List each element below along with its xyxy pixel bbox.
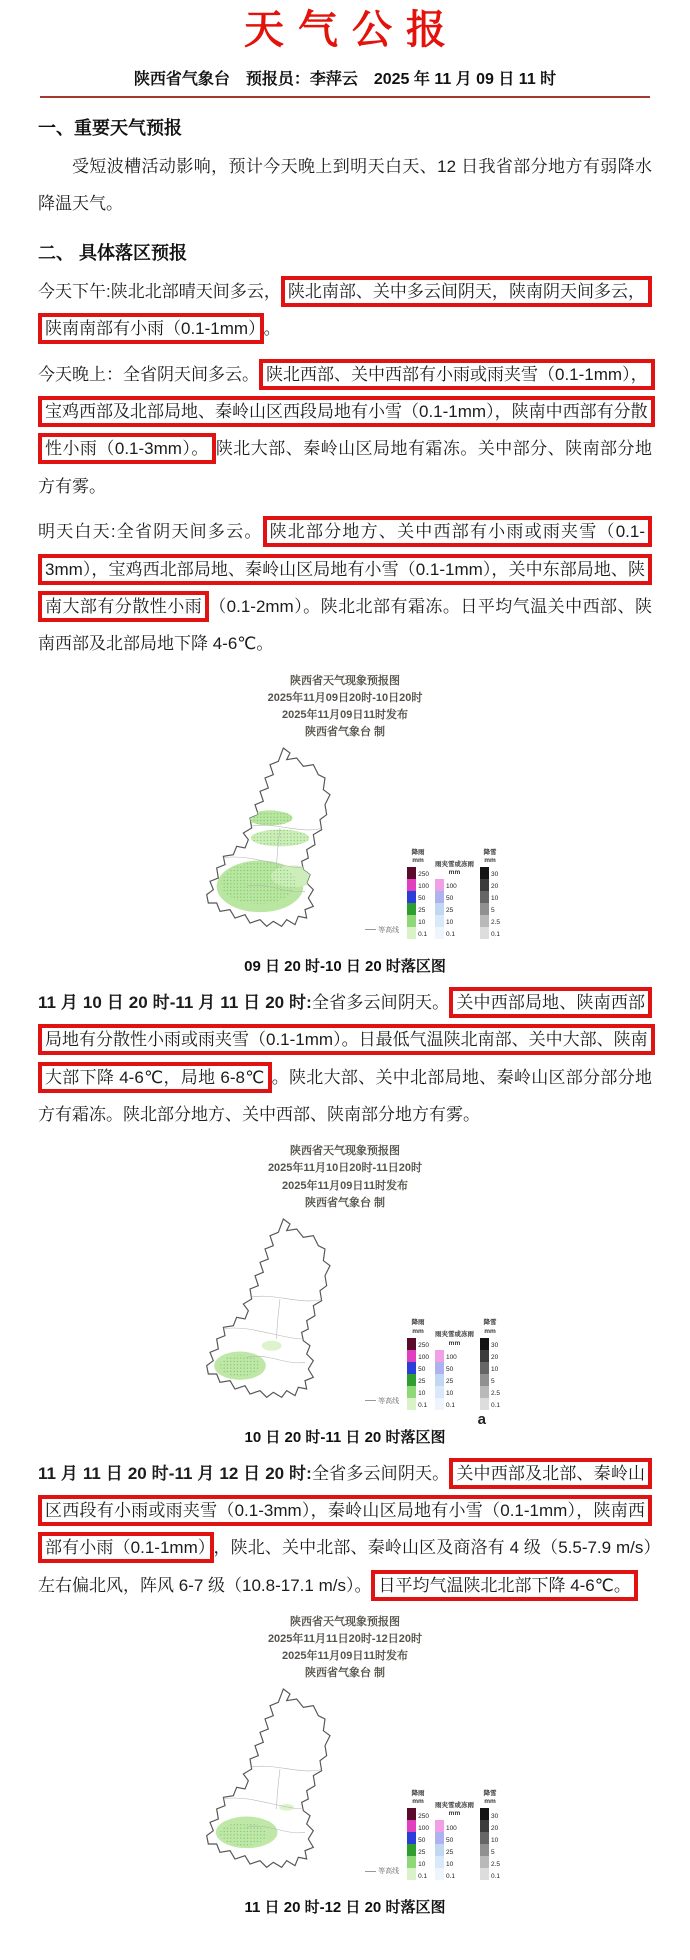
map-legend xyxy=(365,1790,500,1880)
legend-rain-bar-label: 降雨 mm xyxy=(411,1790,425,1806)
contour-line-sample xyxy=(365,1871,376,1872)
map-title: 陕西省天气现象预报图 xyxy=(290,1616,400,1629)
legend-step xyxy=(435,1844,453,1856)
legend-swatch xyxy=(407,1832,416,1844)
legend-step xyxy=(407,891,425,903)
legend-value: 100 xyxy=(418,1824,429,1832)
text-segment: 11 月 10 日 20 时-11 月 11 日 20 时: xyxy=(38,992,312,1012)
legend-value: 250 xyxy=(418,1812,429,1820)
highlighted-text: 陕北南部、关中多云间阴天，陕南阴天间多云，陕南南部有小雨（0.1-1mm） xyxy=(38,276,652,344)
legend-sleet-bar-label: 雨夹雪或冻雨 mm xyxy=(434,1802,474,1818)
text-segment: ，陕北、关中北部、秦岭山区及商洛有 4 级（5.5-7.9 m/s）左右偏北风，阵风 6-7 级（10.8-17.1 m/s）。 xyxy=(38,1538,652,1595)
legend-step xyxy=(435,1832,453,1844)
legend-value: 25 xyxy=(445,907,454,915)
legend-sleet-bar xyxy=(435,861,474,939)
legend-step xyxy=(480,879,498,891)
legend-value: 100 xyxy=(445,1354,457,1362)
legend-swatch xyxy=(480,1808,489,1820)
legend-swatch xyxy=(407,915,416,927)
legend-rain-bar xyxy=(407,1319,429,1409)
legend-sleet-bar-label: 雨夹雪或冻雨 mm xyxy=(434,1331,474,1347)
legend-step xyxy=(480,1832,498,1844)
text-segment: 全省多云间阴天。 xyxy=(311,1463,450,1483)
legend-step xyxy=(480,1808,498,1820)
legend-step xyxy=(435,1374,453,1386)
forecast-paragraph-day2 xyxy=(38,984,652,1134)
legend-step xyxy=(435,1350,457,1362)
map-header xyxy=(38,1614,652,1682)
legend-swatch xyxy=(407,1338,416,1350)
legend-step xyxy=(407,927,427,939)
legend-value: 30 xyxy=(490,1812,499,1820)
legend-step xyxy=(407,1832,425,1844)
province-map xyxy=(190,1214,500,1428)
weather-map-figure-3 xyxy=(38,1614,652,1917)
legend-value: 0.1 xyxy=(445,1872,455,1880)
legend-swatch xyxy=(435,891,444,903)
legend-swatch xyxy=(407,891,416,903)
legend-value: 5 xyxy=(490,1378,495,1386)
shaanxi-outline-map xyxy=(200,1214,350,1414)
legend-value: 10 xyxy=(490,1836,499,1844)
legend-value: 10 xyxy=(445,919,454,927)
legend-swatch xyxy=(435,1398,444,1410)
legend-swatch xyxy=(435,927,444,939)
legend-step xyxy=(435,1820,457,1832)
legend-swatch xyxy=(480,1362,489,1374)
legend-step xyxy=(407,1868,427,1880)
legend-value: 250 xyxy=(418,871,429,879)
legend-value: 20 xyxy=(490,883,499,891)
section-1-heading: 一、重要天气预报 xyxy=(38,118,182,138)
contour-line-sample xyxy=(365,929,376,930)
text-segment: 陕北大部、秦岭山区局地有霜冻。关中部分、陕南部分地方有雾。 xyxy=(38,439,652,496)
legend-snow-bar xyxy=(480,1319,500,1409)
legend-step xyxy=(480,1374,495,1386)
legend-swatch xyxy=(480,1868,489,1880)
legend-swatch xyxy=(480,1856,489,1868)
text-segment: 今天晚上：全省阴天间多云。 xyxy=(38,364,259,384)
legend-swatch xyxy=(435,1868,444,1880)
legend-step xyxy=(480,915,500,927)
legend-value: 10 xyxy=(418,1860,426,1868)
map-legend xyxy=(365,849,500,939)
legend-swatch xyxy=(480,1398,489,1410)
legend-swatch xyxy=(480,927,489,939)
legend-step xyxy=(435,891,453,903)
legend-sleet-bar-label: 雨夹雪或冻雨 mm xyxy=(434,860,474,876)
legend-swatch xyxy=(480,1820,489,1832)
map-caption: 09 日 20 时-10 日 20 时落区图 xyxy=(244,957,446,975)
legend-step xyxy=(407,903,425,915)
legend-swatch xyxy=(407,1844,416,1856)
legend-value: 50 xyxy=(445,895,454,903)
legend-value: 0.1 xyxy=(445,931,455,939)
forecast-paragraph-tomorrow xyxy=(38,513,652,663)
legend-sleet-bar xyxy=(435,1802,474,1880)
map-caption: 11 日 20 时-12 日 20 时落区图 xyxy=(244,1899,446,1917)
legend-snow-bar-label: 降雪 mm xyxy=(483,848,497,864)
legend-step xyxy=(480,1398,500,1410)
map-header xyxy=(38,673,652,741)
map-issue-time: 2025年11月09日11时发布 xyxy=(282,1650,408,1663)
text-segment: 全省多云间阴天。 xyxy=(311,992,450,1012)
highlighted-text: 关中西部及北部、秦岭山区西段有小雨或雨夹雪（0.1-3mm），秦岭山区局地有小雪（0.1-1mm），陕南西部有小雨（0.1-1mm） xyxy=(38,1458,652,1564)
legend-snow-bar xyxy=(480,1790,500,1880)
legend-step xyxy=(407,1398,427,1410)
legend-step xyxy=(407,1374,425,1386)
legend-step xyxy=(480,1820,498,1832)
map-author: 陕西省气象台 制 xyxy=(304,725,386,738)
map-period: 2025年11月09日20时-10日20时 xyxy=(267,691,423,704)
legend-value: 0.1 xyxy=(445,1402,455,1410)
legend-step xyxy=(407,1362,425,1374)
legend-swatch xyxy=(407,927,416,939)
legend-value: 100 xyxy=(445,883,457,891)
text-segment: （0.1-2mm）。陕北北部有霜冻。日平均气温关中西部、陕南西部及北部局地下降 4-6℃。 xyxy=(38,596,652,654)
text-segment: 今天下午:陕北北部晴天间多云， xyxy=(38,281,281,301)
legend-swatch xyxy=(407,1374,416,1386)
legend-swatch xyxy=(480,1350,489,1362)
legend-swatch xyxy=(435,1820,444,1832)
legend-step xyxy=(407,1844,425,1856)
legend-step xyxy=(435,1868,455,1880)
legend-snow-bar xyxy=(480,849,500,939)
legend-value: 25 xyxy=(445,1378,454,1386)
map-title: 陕西省天气现象预报图 xyxy=(290,674,400,687)
legend-swatch xyxy=(480,867,489,879)
legend-swatch xyxy=(407,1362,416,1374)
map-issue-time: 2025年11月09日11时发布 xyxy=(282,1179,408,1192)
map-issue-time: 2025年11月09日11时发布 xyxy=(282,708,408,721)
summary-paragraph: 受短波槽活动影响，预计今天晚上到明天白天、12 日我省部分地方有弱降水降温天气。 xyxy=(38,157,652,214)
weather-map-figure-1 xyxy=(38,673,652,976)
highlighted-text: 日平均气温陕北北部下降 4-6℃。 xyxy=(371,1570,637,1601)
legend-step xyxy=(480,927,500,939)
legend-swatch xyxy=(407,1820,416,1832)
forecast-paragraph-afternoon xyxy=(38,273,652,348)
highlighted-text: 关中西部局地、陕南西部局地有分散性小雨或雨夹雪（0.1-1mm）。日最低气温陕北南部、关中大部、陕南大部下降 4-6℃，局地 6-8℃ xyxy=(38,987,655,1093)
map-caption: 10 日 20 时-11 日 20 时落区图 xyxy=(244,1428,446,1446)
legend-step xyxy=(435,927,455,939)
legend-step xyxy=(435,879,457,891)
legend-step xyxy=(407,915,425,927)
legend-swatch xyxy=(435,879,444,891)
legend-step xyxy=(435,1362,453,1374)
legend-value: 50 xyxy=(418,1836,426,1844)
legend-step xyxy=(407,867,429,879)
legend-value: 100 xyxy=(418,883,429,891)
legend-value: 30 xyxy=(490,871,499,879)
legend-value: 2.5 xyxy=(490,919,500,927)
legend-snow-bar-label: 降雪 mm xyxy=(483,1790,497,1806)
legend-swatch xyxy=(480,903,489,915)
legend-swatch xyxy=(407,1398,416,1410)
province-map xyxy=(190,743,500,945)
legend-value: 10 xyxy=(418,1390,426,1398)
legend-value: 30 xyxy=(490,1342,499,1350)
map-note-a: a xyxy=(477,1410,486,1428)
legend-value: 2.5 xyxy=(490,1860,500,1868)
legend-value: 10 xyxy=(418,919,426,927)
legend-swatch xyxy=(480,891,489,903)
shaanxi-outline-map xyxy=(200,1684,350,1884)
legend-swatch xyxy=(435,1832,444,1844)
legend-step xyxy=(480,1386,500,1398)
legend-swatch xyxy=(407,1856,416,1868)
legend-swatch xyxy=(480,879,489,891)
contour-line-label: 等高线 xyxy=(365,1866,399,1876)
legend-step xyxy=(407,1820,429,1832)
legend-rain-bar xyxy=(407,1790,429,1880)
legend-rain-bar-label: 降雨 mm xyxy=(411,848,425,864)
legend-value: 50 xyxy=(445,1836,454,1844)
legend-step xyxy=(435,1856,453,1868)
map-period: 2025年11月10日20时-11日20时 xyxy=(267,1162,423,1175)
legend-step xyxy=(480,1844,495,1856)
legend-swatch xyxy=(435,1386,444,1398)
legend-value: 25 xyxy=(418,1378,426,1386)
legend-value: 10 xyxy=(490,895,499,903)
legend-step xyxy=(435,1398,455,1410)
legend-swatch xyxy=(435,1362,444,1374)
highlighted-text: 陕北西部、关中西部有小雨或雨夹雪（0.1-1mm），宝鸡西部及北部局地、秦岭山区西段局地有小雪（0.1-1mm），陕南中西部有分散性小雨（0.1-3mm）。 xyxy=(38,359,655,465)
legend-value: 10 xyxy=(445,1390,454,1398)
legend-swatch xyxy=(435,1374,444,1386)
page-title: 天气公报 xyxy=(244,8,460,52)
legend-swatch xyxy=(435,903,444,915)
legend-swatch xyxy=(480,1844,489,1856)
legend-value: 2.5 xyxy=(490,1390,500,1398)
legend-step xyxy=(407,1350,429,1362)
map-author: 陕西省气象台 制 xyxy=(304,1196,386,1209)
legend-step xyxy=(435,915,453,927)
legend-value: 100 xyxy=(418,1354,429,1362)
legend-value: 10 xyxy=(490,1366,499,1374)
legend-step xyxy=(435,1386,453,1398)
legend-value: 0.1 xyxy=(418,1872,428,1880)
section-2-heading: 二、 具体落区预报 xyxy=(38,242,188,263)
legend-value: 25 xyxy=(445,1848,454,1856)
legend-step xyxy=(480,1856,500,1868)
map-period: 2025年11月11日20时-12日20时 xyxy=(267,1633,423,1646)
legend-step xyxy=(480,1338,498,1350)
legend-value: 10 xyxy=(445,1860,454,1868)
text-segment: 11 月 11 日 20 时-11 月 12 日 20 时: xyxy=(38,1463,312,1483)
legend-value: 20 xyxy=(490,1824,499,1832)
legend-step xyxy=(480,903,495,915)
legend-value: 0.1 xyxy=(490,1402,500,1410)
legend-swatch xyxy=(480,915,489,927)
legend-step xyxy=(480,1362,498,1374)
legend-value: 100 xyxy=(445,1824,457,1832)
legend-value: 25 xyxy=(418,1848,426,1856)
shaanxi-outline-map xyxy=(200,743,350,943)
legend-swatch xyxy=(480,1374,489,1386)
legend-value: 50 xyxy=(445,1366,454,1374)
text-segment: 。 xyxy=(263,319,281,339)
text-segment: 明天白天:全省阴天间多云。 xyxy=(38,522,263,542)
map-legend xyxy=(365,1319,500,1409)
legend-rain-bar xyxy=(407,849,429,939)
legend-swatch xyxy=(435,915,444,927)
legend-rain-bar-label: 降雨 mm xyxy=(411,1319,425,1335)
legend-step xyxy=(435,903,453,915)
forecast-paragraph-tonight xyxy=(38,356,652,506)
legend-value: 50 xyxy=(418,895,426,903)
legend-swatch xyxy=(480,1386,489,1398)
map-author: 陕西省气象台 制 xyxy=(304,1667,386,1680)
legend-snow-bar-label: 降雪 mm xyxy=(483,1319,497,1335)
legend-swatch xyxy=(407,879,416,891)
legend-step xyxy=(480,891,498,903)
legend-step xyxy=(407,1386,425,1398)
legend-swatch xyxy=(435,1856,444,1868)
legend-swatch xyxy=(407,1350,416,1362)
legend-value: 50 xyxy=(418,1366,426,1374)
legend-step xyxy=(480,1868,500,1880)
contour-line-label: 等高线 xyxy=(365,925,399,935)
legend-value: 250 xyxy=(418,1342,429,1350)
legend-step xyxy=(407,1338,429,1350)
legend-value: 0.1 xyxy=(490,1872,500,1880)
legend-swatch xyxy=(480,1338,489,1350)
legend-swatch xyxy=(407,867,416,879)
legend-step xyxy=(407,879,429,891)
legend-value: 0.1 xyxy=(490,931,500,939)
legend-swatch xyxy=(435,1844,444,1856)
legend-value: 5 xyxy=(490,1848,495,1856)
legend-step xyxy=(480,1350,498,1362)
contour-line-sample xyxy=(365,1400,376,1401)
legend-sleet-bar xyxy=(435,1331,474,1409)
weather-map-figure-2 xyxy=(38,1143,652,1446)
legend-value: 25 xyxy=(418,907,426,915)
legend-swatch xyxy=(407,1386,416,1398)
highlighted-text: 陕北部分地方、关中西部有小雨或雨夹雪（0.1-3mm），宝鸡西北部局地、秦岭山区局地有小雪（0.1-1mm），关中东部局地、陕南大部有分散性小雨 xyxy=(38,516,652,622)
byline: 陕西省气象台 预报员：李萍云 2025 年 11 月 09 日 11 时 xyxy=(40,66,650,98)
legend-value: 20 xyxy=(490,1354,499,1362)
map-header xyxy=(38,1143,652,1211)
province-map xyxy=(190,1684,500,1886)
legend-swatch xyxy=(480,1832,489,1844)
legend-swatch xyxy=(407,903,416,915)
legend-value: 5 xyxy=(490,907,495,915)
legend-step xyxy=(407,1808,429,1820)
legend-swatch xyxy=(407,1868,416,1880)
map-title: 陕西省天气现象预报图 xyxy=(290,1145,400,1158)
legend-step xyxy=(480,867,498,879)
legend-swatch xyxy=(435,1350,444,1362)
contour-line-label: 等高线 xyxy=(365,1396,399,1406)
legend-value: 0.1 xyxy=(418,1402,428,1410)
forecast-paragraph-day3 xyxy=(38,1455,652,1605)
legend-swatch xyxy=(407,1808,416,1820)
legend-step xyxy=(407,1856,425,1868)
text-segment: 。陕北大部、关中北部局地、秦岭山区部分部分地方有霜冻。陕北部分地方、关中西部、陕南部分地方有雾。 xyxy=(38,1067,652,1125)
legend-value: 0.1 xyxy=(418,931,428,939)
